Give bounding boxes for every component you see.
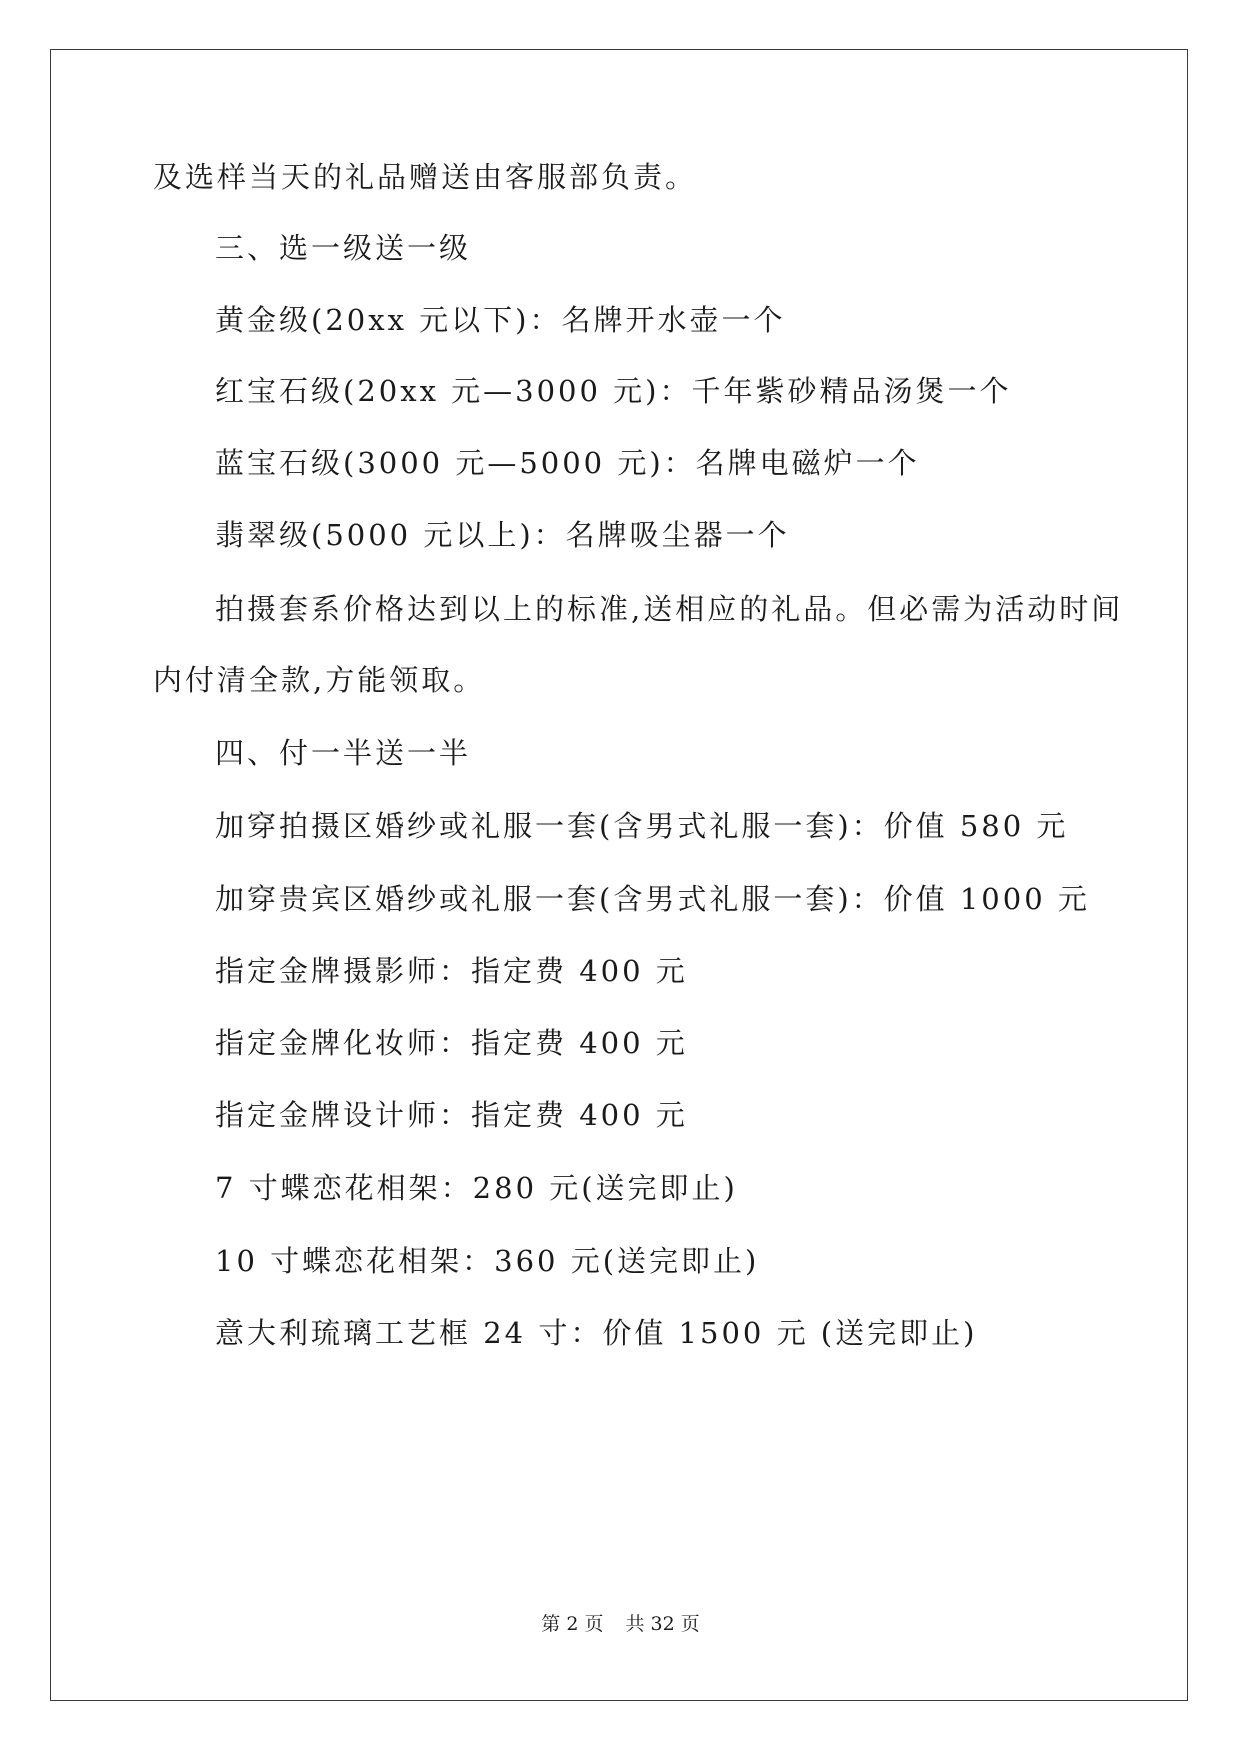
list-item: 指定金牌摄影师：指定费 400 元: [215, 954, 688, 988]
list-item: 加穿拍摄区婚纱或礼服一套(含男式礼服一套)：价值 580 元: [215, 809, 1069, 843]
paragraph-line: 及选样当天的礼品赠送由客服部负责。: [153, 160, 698, 194]
list-item: 10 寸蝶恋花相架：360 元(送完即止): [215, 1244, 760, 1278]
paragraph-line: 拍摄套系价格达到以上的标准,送相应的礼品。但必需为活动时间: [215, 592, 1124, 626]
page-number: 第 2 页: [541, 1613, 604, 1635]
section-heading: 三、选一级送一级: [215, 231, 472, 265]
section-heading: 四、付一半送一半: [215, 736, 472, 770]
page-total: 共 32 页: [625, 1613, 700, 1635]
list-item: 指定金牌设计师：指定费 400 元: [215, 1098, 688, 1132]
list-item: 黄金级(20xx 元以下)：名牌开水壶一个: [215, 303, 786, 337]
list-item: 加穿贵宾区婚纱或礼服一套(含男式礼服一套)：价值 1000 元: [215, 882, 1090, 916]
page-border: [50, 49, 1188, 1701]
list-item: 意大利琉璃工艺框 24 寸：价值 1500 元 (送完即止): [215, 1316, 978, 1350]
list-item: 红宝石级(20xx 元—3000 元)：千年紫砂精品汤煲一个: [215, 374, 1012, 408]
list-item: 蓝宝石级(3000 元—5000 元)：名牌电磁炉一个: [215, 446, 920, 480]
paragraph-line: 内付清全款,方能领取。: [153, 663, 486, 697]
list-item: 翡翠级(5000 元以上)：名牌吸尘器一个: [215, 518, 790, 552]
list-item: 指定金牌化妆师：指定费 400 元: [215, 1026, 688, 1060]
page-footer: [0, 1611, 1241, 1637]
list-item: 7 寸蝶恋花相架：280 元(送完即止): [215, 1171, 738, 1205]
